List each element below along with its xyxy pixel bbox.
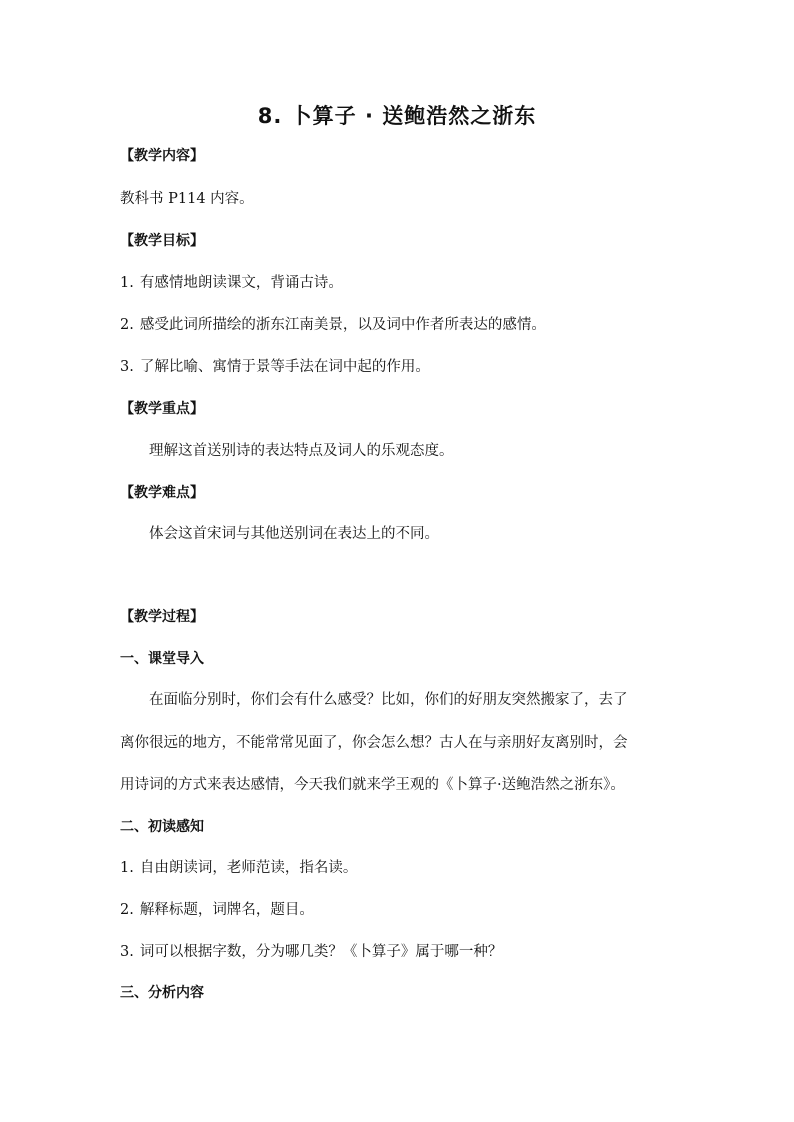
item-text: 自由朗读词，老师范读，指名读。 [139,860,358,876]
item-number: 2. [120,902,134,918]
goal-text: 有感情地朗读课文，背诵古诗。 [139,275,343,291]
difficulty-text: 体会这首宋词与其他送别词在表达上的不同。 [149,526,439,542]
goal-item [120,272,343,294]
part2-item [120,899,314,921]
goal-item [120,314,546,336]
part2-item [120,857,357,879]
section-heading-content: 【教学内容】 [120,148,204,164]
goal-text: 了解比喻、寓情于景等手法在词中起的作用。 [139,359,430,375]
part1-line: 用诗词的方式来表达感情，今天我们就来学王观的《卜算子·送鲍浩然之浙东》。 [120,777,625,793]
part3-heading: 三、分析内容 [120,985,204,1001]
item-number: 3. [120,944,134,960]
goal-number: 1. [120,275,134,291]
part2-item [120,941,502,963]
section-heading-key: 【教学重点】 [120,401,204,417]
section-heading-difficulty: 【教学难点】 [120,485,204,501]
part2-heading: 二、初读感知 [120,819,204,835]
item-text: 词可以根据字数，分为哪几类？《卜算子》属于哪一种？ [139,944,503,960]
section-heading-goals: 【教学目标】 [120,233,204,249]
goal-number: 2. [120,317,134,333]
item-text: 解释标题，词牌名，题目。 [139,902,314,918]
part1-line: 离你很远的地方，不能常常见面了，你会怎么想？古人在与亲朋好友离别时，会 [120,735,628,751]
part1-heading: 一、课堂导入 [120,651,204,667]
section-heading-process: 【教学过程】 [120,609,204,625]
content-text: 教科书 P114 内容。 [120,191,254,207]
goal-text: 感受此词所描绘的浙东江南美景，以及词中作者所表达的感情。 [139,317,546,333]
page-title: 8. 卜算子 · 送鲍浩然之浙东 [257,104,537,128]
part1-line: 在面临分别时，你们会有什么感受？比如，你们的好朋友突然搬家了，去了 [149,692,628,708]
item-number: 1. [120,860,134,876]
goal-item [120,356,430,378]
key-text: 理解这首送别诗的表达特点及词人的乐观态度。 [149,443,454,459]
goal-number: 3. [120,359,134,375]
